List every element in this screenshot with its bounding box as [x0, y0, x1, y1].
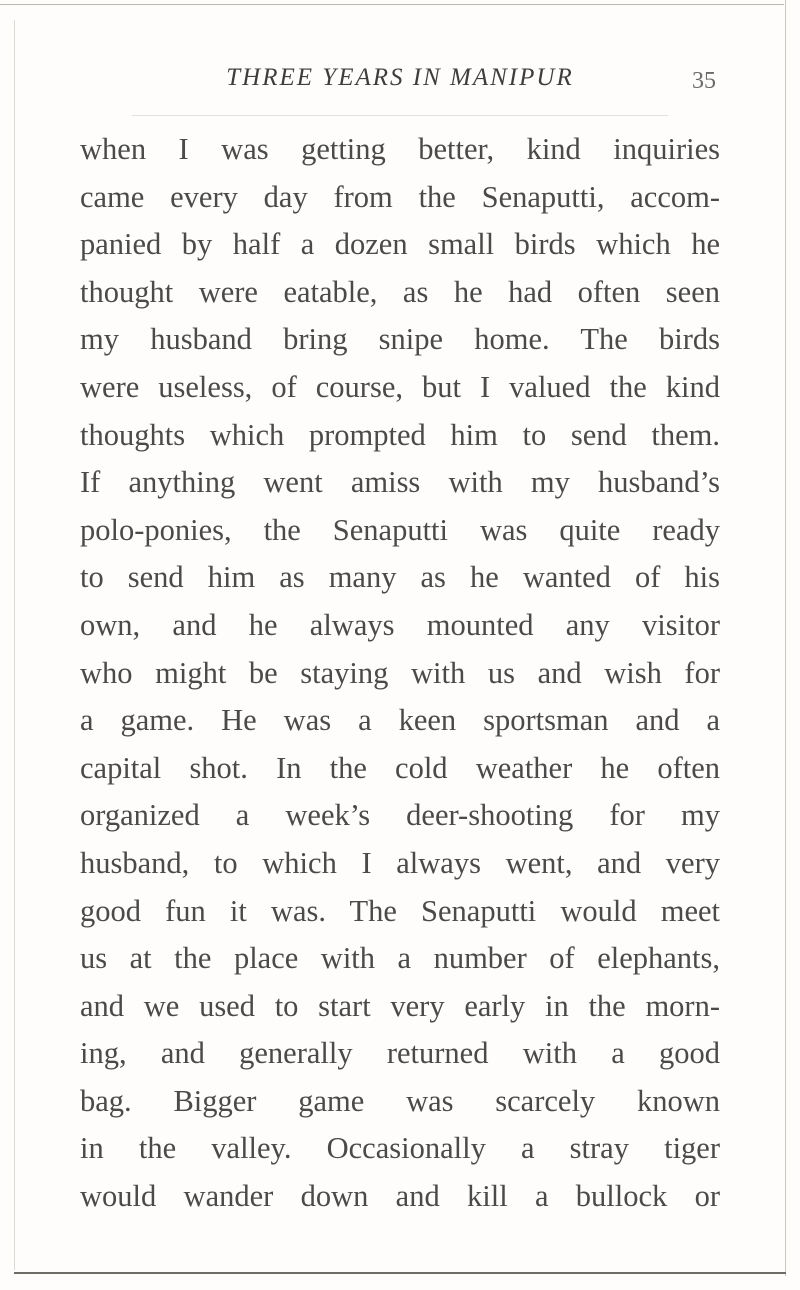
- scan-border-top: [0, 4, 784, 5]
- text-line: a game. He was a keen sportsman and a: [80, 703, 720, 738]
- scan-border-left: [14, 20, 15, 1270]
- text-line: in the valley. Occasionally a stray tiger: [80, 1131, 720, 1166]
- page-header: [0, 60, 800, 100]
- scan-border-right: [785, 0, 786, 1276]
- scan-border-bottom: [14, 1272, 786, 1274]
- text-line: to send him as many as he wanted of his: [80, 560, 720, 595]
- text-line: organized a week’s deer-shooting for my: [80, 798, 720, 833]
- text-line: thought were eatable, as he had often seen: [80, 274, 720, 309]
- text-line: panied by half a dozen small birds which he: [80, 227, 720, 262]
- text-line: ing, and generally returned with a good: [80, 1036, 720, 1071]
- text-line: would wander down and kill a bullock or: [80, 1179, 720, 1214]
- text-line: who might be staying with us and wish for: [80, 655, 720, 690]
- text-line: were useless, of course, but I valued the kind: [80, 369, 720, 404]
- text-line: when I was getting better, kind inquiries: [80, 132, 720, 166]
- text-line: came every day from the Senaputti, accom-: [80, 179, 720, 214]
- text-line: good fun it was. The Senaputti would meet: [80, 893, 720, 928]
- text-line: own, and he always mounted any visitor: [80, 607, 720, 642]
- page-number: 35: [692, 68, 716, 94]
- text-line: thoughts which prompted him to send them.: [80, 417, 720, 452]
- text-line: capital shot. In the cold weather he often: [80, 750, 720, 785]
- body-text: [80, 126, 720, 1221]
- text-line: and we used to start very early in the morn-: [80, 988, 720, 1023]
- text-line: my husband bring snipe home. The birds: [80, 322, 720, 357]
- text-line: bag. Bigger game was scarcely known: [80, 1083, 720, 1118]
- header-rule: [132, 115, 668, 116]
- text-line: husband, to which I always went, and very: [80, 845, 720, 880]
- running-title: THREE YEARS IN MANIPUR: [226, 64, 574, 91]
- text-line: us at the place with a number of elephants,: [80, 941, 720, 976]
- text-line: polo-ponies, the Senaputti was quite ready: [80, 512, 720, 547]
- text-line: If anything went amiss with my husband’s: [80, 465, 720, 500]
